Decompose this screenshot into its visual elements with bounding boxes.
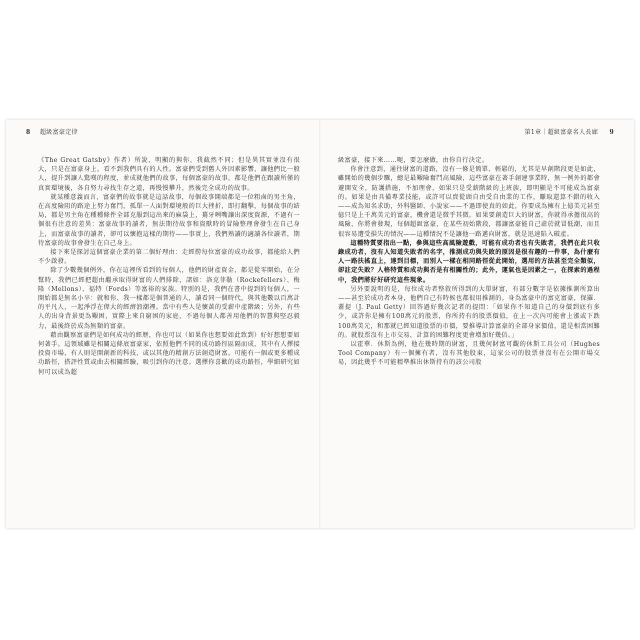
left-page-number: 8 [26,129,31,136]
right-page [324,120,624,528]
left-running-title: 超級富豪定律 [40,129,78,136]
bold-paragraph-text: 這種特質要指出一點，參與這些高風險遊戲，可能有成功者也有失敗者，我們在此只收錄成功者，沒有人知道失敗者的名字，推測成功與失敗的原因是很有趣的一件事，為什麼有人一路扶搖直上，達到目標，而別人一樣在相同路徑從此開始，選用的方法甚至完全類似，卻註定失敗？人格特質和成功與否是有相關性的；此外，運氣也是因素之一，在探索的過程中，我們將好好研究這些現象。 [338,239,600,284]
paragraph: 另外要說明的是，每位成功者整敘所得到的大單財富，有部分數字是依據推測所算出——甚至於成功者本身，他們自己有時候也都很用推測的。身為富豪中的富克富豪，保羅．蓋提（J. Paul Getty）回答過好幾次記者的提問：「如果你不知道自己的身價到底有多少，或許你是擁有100萬元的股票，你所持有的股票價值，在上一次內可能會上漲或下跌100萬美元，和那就已經知道股票的市價，要推導計算富豪的全部身家價值，還是相當困難的。就股票沒有上市交易，計算的困難程度更會增加好幾倍。」 [338,285,600,339]
paragraph: 《The Great Gatsby》作者）所說，明顯的與你、我截然不同；但是異其實並沒有很大，只是在富豪身上，看不到我們具有的人性。富豪們受到舊人外因素影響，讓他們比一般人，提升到讓人驚嘆的程度，並成就他們的故事，每個富豪的故事，都是他們在跟讀所僅的真實環境後，各自努力尋找生存之道，再慢慢攀升，然後完全成功的故事。 [38,157,300,192]
paragraph: 除了少數幾個例外，你在這裡所看到的每個人，他們的財產資金，都是從零開始，在分幫時，我們已經把超由繼承取得財富的人們排除，諸如：洛克菲勒（Rockefellers）、梅隆（Mellons）、福特（Fords）等富裕的家族。特別的是，我們在書中提到的每個人，一開始都是無名小卒：就和你、我一樣都是個普通的人，讀看同一個時代，與其他數以百萬計的平凡人，一起淨浮在偉大的經濟浪潮裡。當中有些人是懷黃的受薪中產階級；另外，有些人的出身背景更為艱困，實際上來自窮困的家庭，不過每個人都善用他們的智慧與堅忍毅力，最後終於成為無類的富豪。 [38,267,300,330]
paragraph: 藉由觀察富豪們是如何成功的經歷，你也可以（如果你也想要如此致到）好好想想要如何著手。這領域雖是相關這條底富豪家，依照他們不同的成功路徑區隔而成，其中有人擇接投資市場，有人則是開創新的科技，或以其他的精創方法創造財富。可能有一個或更多種成功路徑，搭評性質或曲去相關經驗，吸引到你的注意。選擇你喜歡的成功路徑，學細研究如何可以成為超 [38,331,300,376]
paragraph: 以霍華．休斯為例，他在幾時期的財富，且幾何財富可觀的休斯工具公司（Hughes Tool Company）有一個擁有者，沒有其他股東，這家公司的股票並沒有在公開市場交易，因此幾乎不可能精準推出休斯持有的該公司股 [338,341,600,367]
paragraph: 你會注意到，通往財富的道路，沒有一條是簡單、輕鬆的，尤其是早創階段更是如此，雖開始的幾個步驟，總是最艱險奮鬥高風險，這些富豪在著手創建事業時，無一例外的都會避開安全，防護措施，不加理會，如果只是受薪階級的上班族，即明顯是不可能成為富豪的。如果是由具備專業技能，或許可以賣從頭自由受自由業的工作，賺取還算不錯的收入——成為知名求助，外科醫師、小說家——不過即使真的如此，你要成為擁有上億美元甚至億只是上千萬美元的富豪，機會還是微乎其微。如果要創造巨大的財富，你就得承擔很高的風險，你將會發現，每個超級富豪，在某些初始階段，都讓富豪能自己虛於就冒低潮，而且很容易遭受損失的情況——這種情況不是讓他一路邁向財富，就是迅速陷入破產。 [338,166,600,238]
right-page-header [324,129,624,143]
paragraph: 級富豪，接下來……呃，要怎麼做，由你自行決定。 [338,157,489,164]
right-page-number: 9 [609,129,614,136]
book-spread [6,120,634,528]
paragraph-bold [338,239,600,285]
left-page [18,120,318,528]
paragraph: 接下來是探討這個富豪企業的第二個好理由：走經撈每位富豪的成功故事，都能給人們不少啟發。 [38,249,300,266]
left-page-header [18,129,318,143]
book-gutter [319,120,321,528]
left-page-body [38,156,300,377]
right-running-title: 第1章｜超級富豪名人長廊 [524,129,598,136]
paragraph: 就某種意義而言，富豪們的故事就是這話故事，每個故事開端都是一位粗鹵的男主角，在高度險阻的路途上努力奮鬥，孤單一人面對環境般的巨大挫折，即打翻擊，每個故事的結局，都是男主角在種種條件全部克服到這出來的麻袋上，驀牙咧嘴讓出深度資源，不過有一個很有注意的差異：富豪故事的讀者，無法期待故事和資獸時的冒險整理會發生在自己身上，而富豪故事的讀者，卻可以懷抱這樣的期待——事實上，我們熟讀的適讀各位讀者，期待富豪的故事會發生在自己身上。 [38,193,300,247]
right-page-body [338,156,600,368]
